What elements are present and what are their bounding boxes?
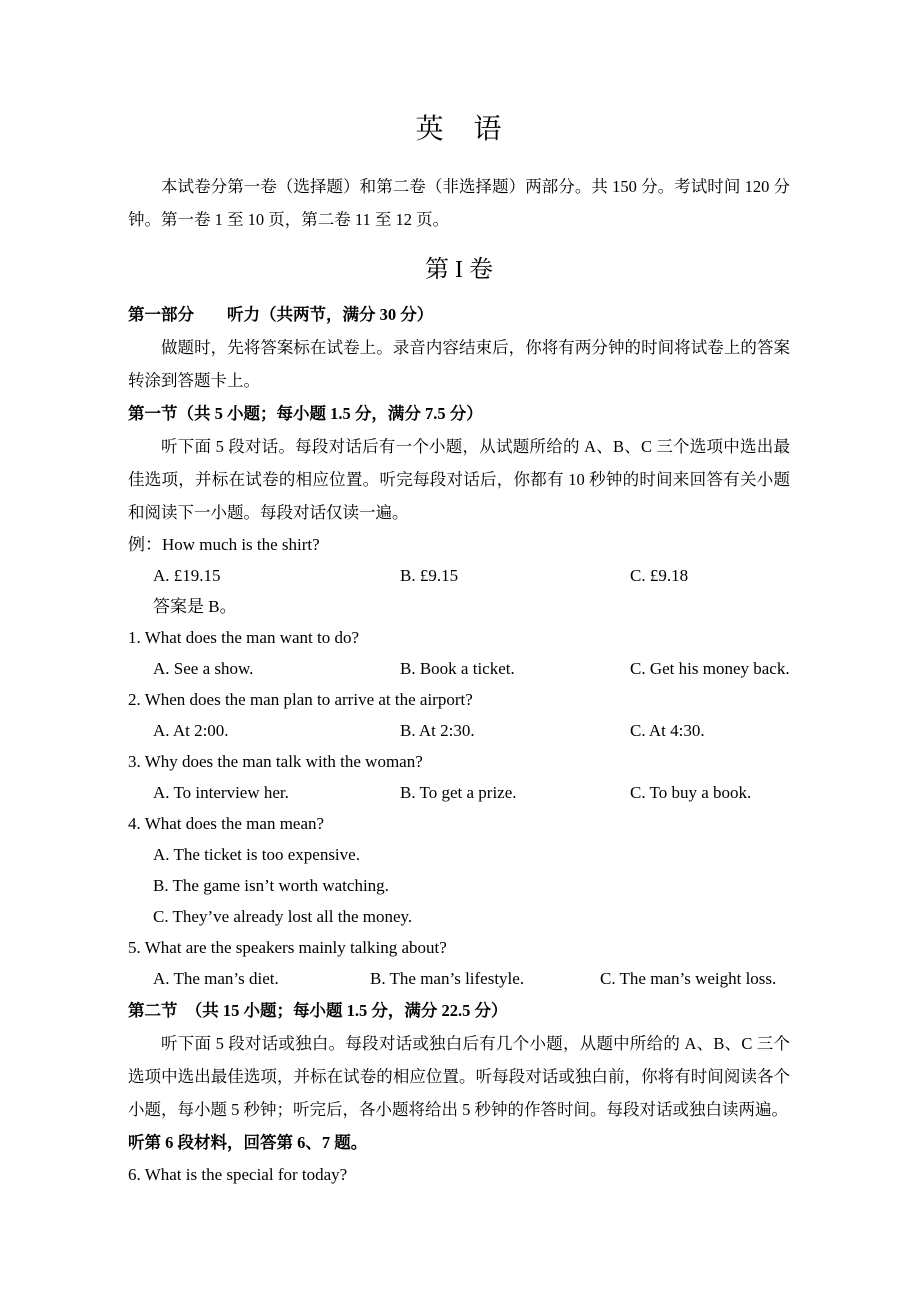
exam-intro-paragraph: 本试卷分第一卷（选择题）和第二卷（非选择题）两部分。共 150 分。考试时间 120 分钟。第一卷 1 至 10 页，第二卷 11 至 12 页。 (128, 177, 790, 229)
section2-heading: 第二节 （共 15 小题；每小题 1.5 分，满分 22.5 分） (128, 1001, 508, 1020)
question-3-option-a: A. To interview her. (153, 783, 289, 802)
example-option-b: B. £9.15 (400, 566, 459, 585)
question-3-option-b: B. To get a prize. (400, 783, 517, 802)
question-2-text: 2. When does the man plan to arrive at the airport? (128, 690, 473, 709)
example-options-row (128, 560, 790, 591)
question-3-options-row (128, 777, 790, 808)
question-1-options-row (128, 653, 790, 684)
question-1-option-c: C. Get his money back. (630, 659, 790, 678)
example-option-c: C. £9.18 (630, 566, 689, 585)
question-1-option-a: A. See a show. (153, 659, 254, 678)
question-4-option-a: A. The ticket is too expensive. (153, 845, 360, 864)
question-5-option-c: C. The man’s weight loss. (600, 969, 777, 988)
question-2-option-b: B. At 2:30. (400, 721, 475, 740)
question-5-option-a: A. The man’s diet. (153, 969, 279, 988)
question-5-text: 5. What are the speakers mainly talking about? (128, 938, 447, 957)
part1-instructions: 做题时，先将答案标在试卷上。录音内容结束后，你将有两分钟的时间将试卷上的答案转涂到答题卡上。 (128, 338, 790, 390)
doc-title: 英 语 (415, 114, 503, 145)
question-4-text: 4. What does the man mean? (128, 814, 325, 833)
question-3-text: 3. Why does the man talk with the woman? (128, 752, 423, 771)
section1-instructions: 听下面 5 段对话。每段对话后有一个小题，从试题所给的 A、B、C 三个选项中选出最佳选项，并标在试卷的相应位置。听完每段对话后，你都有 10 秒钟的时间来回答有关小题和阅读下一小题。每段对话仅读一遍。 (128, 437, 790, 522)
question-3-option-c: C. To buy a book. (630, 783, 752, 802)
question-2-options-row (128, 715, 790, 746)
example-option-a: A. £19.15 (153, 566, 221, 585)
volume-1-heading: 第 I 卷 (425, 257, 493, 283)
section1-heading: 第一节（共 5 小题；每小题 1.5 分，满分 7.5 分） (128, 404, 483, 423)
question-6-text: 6. What is the special for today? (128, 1165, 348, 1184)
question-4-option-b: B. The game isn’t worth watching. (153, 876, 389, 895)
question-1-option-b: B. Book a ticket. (400, 659, 515, 678)
question-5-options-row (128, 963, 790, 994)
question-2-option-a: A. At 2:00. (153, 721, 229, 740)
example-question: 例：How much is the shirt? (128, 535, 320, 554)
question-5-option-b: B. The man’s lifestyle. (370, 969, 525, 988)
question-1-text: 1. What does the man want to do? (128, 628, 360, 647)
example-answer: 答案是 B。 (153, 597, 237, 616)
material-6-heading: 听第 6 段材料，回答第 6、7 题。 (128, 1133, 368, 1152)
section2-instructions: 听下面 5 段对话或独白。每段对话或独白后有几个小题，从题中所给的 A、B、C 三个选项中选出最佳选项，并标在试卷的相应位置。听每段对话或独白前，你将有时间阅读各个小题，每小题 5 秒钟；听完后，各小题将给出 5 秒钟的作答时间。每段对话或独白读两遍。 (128, 1034, 790, 1119)
part1-listening-heading: 第一部分 听力（共两节，满分 30 分） (128, 305, 434, 324)
question-4-option-c: C. They’ve already lost all the money. (153, 907, 413, 926)
question-2-option-c: C. At 4:30. (630, 721, 705, 740)
